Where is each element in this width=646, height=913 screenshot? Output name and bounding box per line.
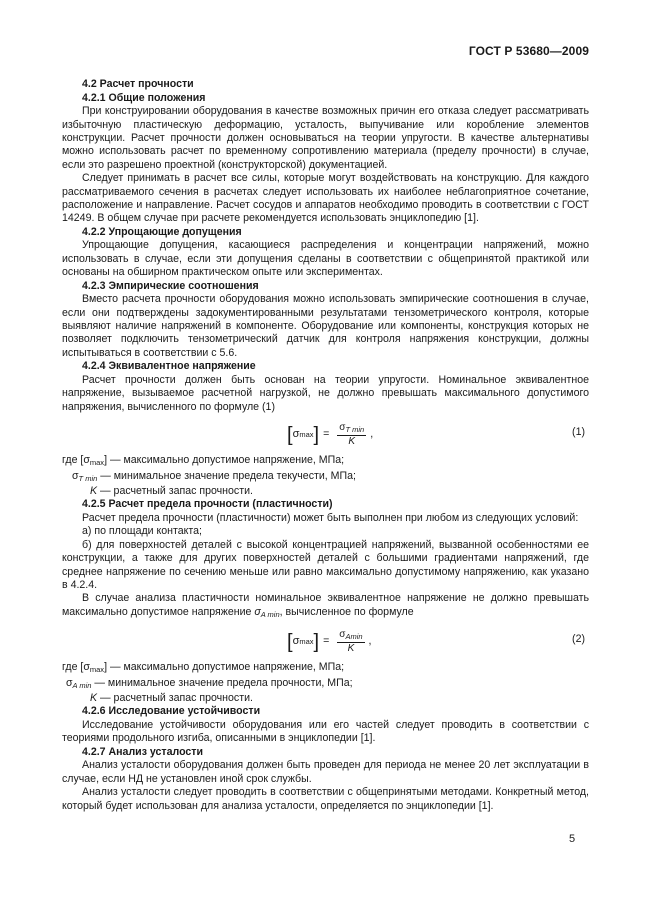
paragraph: В случае анализа пластичности номинальное эквивалентное напряжение не должно превышать максимально допустимое напряжение $\sigma_{A min}$, вычисленное по формуле	[62, 592, 589, 619]
bracket-right: ]	[313, 630, 320, 653]
formula-fraction	[337, 422, 366, 447]
legend-line: K — расчетный запас прочности.	[90, 691, 253, 704]
legend-line: $\sigma_{A min}$ — минимальное значение предела прочности, МПа;	[66, 676, 353, 690]
section-title-4-2: 4.2 Расчет прочности	[82, 78, 194, 90]
paragraph: При конструировании оборудования в качестве возможных причин его отказа следует рассматривать избыточную пластическую деформацию, усталость, выпучивание или коробление элементов конструкции. Расчет прочности должен основываться на теории упругости. В качестве альтернативы можно использовать расчет по временному сопротивлению материала (пределу прочности) в случае, если это разрешено проектной (конструкторской) документацией.	[62, 105, 589, 171]
formula-1-legend	[62, 454, 589, 498]
formula-2-legend	[62, 661, 589, 705]
formula-lhs-subscript: max	[299, 429, 314, 439]
formula-1	[62, 414, 589, 454]
paragraph: Следует принимать в расчет все силы, которые могут воздействовать на конструкцию. Для каждого рассматриваемого сечения в расчетах следует использовать их наиболее неблагоприятное сочетание, расположение и направление. Расчет сосудов и аппаратов необходимо проводить в соответствии с ГОСТ 14249. В общем случае при расчете рекомендуется использовать энциклопедию [1].	[62, 172, 589, 225]
formula-fraction	[337, 629, 364, 654]
formula-lhs-subscript: max	[299, 636, 314, 646]
legend-line: $\sigma_{T min}$ — минимальное значение предела текучести, МПа;	[72, 469, 356, 483]
section-title-4-2-2: 4.2.2 Упрощающие допущения	[82, 225, 242, 238]
bracket-left: [	[287, 630, 293, 653]
formula-tail: ,	[368, 634, 372, 647]
page-number: 5	[569, 833, 576, 845]
equation-number: (2)	[572, 633, 585, 646]
paragraph: Исследование устойчивости оборудования или его частей следует проводить в соответствии с теориями продольного изгиба, описанными в энциклопедии [1].	[62, 718, 589, 745]
paragraph: Расчет прочности должен быть основан на теории упругости. Номинальное эквивалентное напряжение, вызываемое расчетной нагрузкой, не должно превышать максимального допустимого напряжения, вычисленного по формуле (1)	[62, 373, 589, 413]
paragraph: Расчет предела прочности (пластичности) может быть выполнен при любом из следующих условий:	[82, 511, 579, 524]
fraction-denominator: K	[347, 643, 355, 655]
paragraph: Анализ усталости следует проводить в соответствии с общепринятыми методами. Конкретный метод, который будет использован для анализа усталости, определяется по энциклопедии [1].	[62, 786, 589, 812]
legend-line: где $[\sigma_{max}]$ — максимально допустимое напряжение, МПа;	[62, 661, 345, 675]
section-title-4-2-5: 4.2.5 Расчет предела прочности (пластичности)	[82, 498, 333, 511]
list-item: б) для поверхностей деталей с высокой концентрацией напряжений, вызванной особенностями ее конструкции, а также для других поверхностей деталей с большими градиентами напряжений, где среднее напряжение по сечению меньше или равно максимально допустимому напряжению, как указано в 4.2.4.	[62, 538, 589, 591]
paragraph: Упрощающие допущения, касающиеся распределения и концентрации напряжений, можно использовать в случае, если эти допущения сделаны в соответствии с общепринятой практикой или основаны на обширном практическом опыте или экспериментах.	[62, 239, 589, 279]
fraction-numerator-subscript: T min	[345, 425, 365, 435]
bracket-right: ]	[313, 423, 320, 446]
fraction-denominator: K	[348, 436, 356, 448]
formula-operator: =	[323, 634, 330, 647]
fraction-numerator-symbol: σ	[339, 422, 346, 434]
paragraph: Вместо расчета прочности оборудования можно использовать эмпирические соотношения в случае, если они подтверждены задокументированными результатами тензометрического контроля, которые выявляют наличие напряжений в компоненте. Оборудование или компоненты, конструкция которых не позволяет подключить тензометрический датчик для контроля напряжения конструкции, должны испытываться в соответствии с 5.6.	[62, 293, 589, 359]
formula-2	[62, 621, 589, 661]
formula-lhs-symbol: σ	[292, 427, 300, 440]
bracket-left: [	[287, 423, 293, 446]
list-item: а) по площади контакта;	[82, 525, 202, 538]
legend-line: где $[\sigma_{max}]$ — максимально допустимое напряжение, МПа;	[62, 454, 345, 468]
formula-tail: ,	[370, 427, 374, 440]
fraction-numerator-symbol: σ	[339, 629, 346, 641]
section-title-4-2-3: 4.2.3 Эмпирические соотношения	[82, 279, 259, 292]
section-title-4-2-4: 4.2.4 Эквивалентное напряжение	[82, 360, 256, 373]
legend-line: K — расчетный запас прочности.	[90, 484, 253, 497]
fraction-numerator-subscript: Amin	[345, 632, 363, 642]
paragraph: Анализ усталости оборудования должен быть проведен для периода не менее 20 лет эксплуатации в случае, если НД не установлен иной срок службы.	[62, 759, 589, 785]
formula-lhs-symbol: σ	[292, 634, 300, 647]
section-title-4-2-6: 4.2.6 Исследование устойчивости	[82, 705, 261, 718]
document-body	[62, 78, 589, 813]
section-title-4-2-1: 4.2.1 Общие положения	[82, 91, 206, 104]
section-title-4-2-7: 4.2.7 Анализ усталости	[82, 745, 204, 758]
equation-number: (1)	[572, 426, 585, 439]
document-code-header: ГОСТ Р 53680—2009	[468, 44, 589, 58]
formula-operator: =	[323, 427, 330, 440]
